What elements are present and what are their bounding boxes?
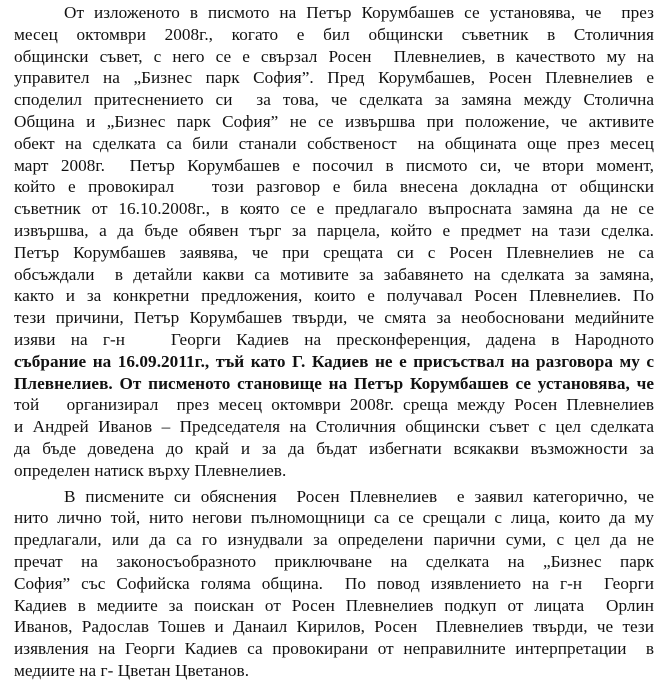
text-line: изявления на Георги Кадиев са провокирани от неправилните интерпретации в — [14, 639, 654, 659]
text-line: обсъждали в детайли какви са мотивите за забавянето на сделката за замяна, — [14, 264, 654, 284]
text-line: обект на сделката са били станали собственост на общината още през месец — [14, 133, 654, 153]
text-line: събрание на 16.09.2011г., тъй като Г. Кадиев не е присъствал на разговора му с — [14, 351, 654, 371]
text-line: В писмените си обяснения Росен Плевнелиев е заявил категорично, че — [64, 486, 654, 506]
text-line: предлагали, или да са го изнудвали за определени парични суми, с цел да не — [14, 530, 654, 550]
text-line: нито лично той, нито негови пълномощници са се срещали с лица, които да му — [14, 508, 654, 528]
text-line: Кадиев в медиите за поискан от Росен Плевнелиев подкуп от лицата Орлин — [14, 595, 654, 615]
text-line: който е провокирал този разговор е била внесена докладна от общински — [14, 177, 654, 197]
text-line: както и за конкретни предложения, които е получавал Росен Плевнелиев. По — [14, 286, 654, 306]
text-line: медиите на г- Цветан Цветанов. — [14, 660, 250, 680]
document-page — [14, 2, 654, 682]
text-line: той организирал през месец октомври 2008г. среща между Росен Плевнелиев — [14, 395, 654, 415]
text-line: споделил притеснението си за това, че сделката за замяна между Столична — [14, 90, 654, 110]
text-line: Община и „Бизнес парк София” не се извършва при положение, че активите — [14, 111, 654, 131]
paragraph-1 — [14, 2, 654, 482]
text-line: изяви на г-н Георги Кадиев на пресконференция, дадена в Народното — [14, 329, 654, 349]
text-line: март 2008г. Петър Корумбашев е посочил в писмото си, че втори момент, — [14, 155, 654, 175]
text-line: определен натиск върху Плевнелиев. — [14, 460, 287, 480]
text-line: общински съвет, с него се е свързал Росен Плевнелиев, в качеството му на — [14, 46, 654, 66]
text-line: Плевнелиев. От писменото становище на Петър Корумбашев се установява, че — [14, 373, 654, 393]
text-line: месец октомври 2008г., когато е бил общински съветник в Столичния — [14, 24, 654, 44]
paragraph-2 — [14, 486, 654, 682]
text-line: тези причини, Петър Корумбашев твърди, че смята за необосновани медийните — [14, 308, 654, 328]
text-line: съветник от 16.10.2008г., в която се е предлагало въпросната замяна да не се — [14, 199, 654, 219]
text-line: София” със Софийска голяма община. По повод изявлението на г-н Георги — [14, 573, 654, 593]
text-line: извършва, а да бъде обявен търг за парцела, който е предмет на тази сделка. — [14, 220, 654, 240]
text-line: и Андрей Иванов – Председателя на Столичния общински съвет с цел сделката — [14, 417, 654, 437]
text-line: да бъде доведена до край и за да бъдат избегнати всякакви възможности за — [14, 438, 654, 458]
text-line: От изложеното в писмото на Петър Корумбашев се установява, че през — [64, 3, 654, 22]
text-line: Иванов, Радослав Тошев и Данаил Кирилов, Росен Плевнелиев твърди, че тези — [14, 617, 654, 637]
text-line: управител на „Бизнес парк София”. Пред Корумбашев, Росен Плевнелиев е — [14, 68, 654, 88]
text-line: Петър Корумбашев заявява, че при срещата си с Росен Плевнелиев не са — [14, 242, 654, 262]
text-line: пречат на законосъобразното приключване на сделката на „Бизнес парк — [14, 551, 654, 571]
